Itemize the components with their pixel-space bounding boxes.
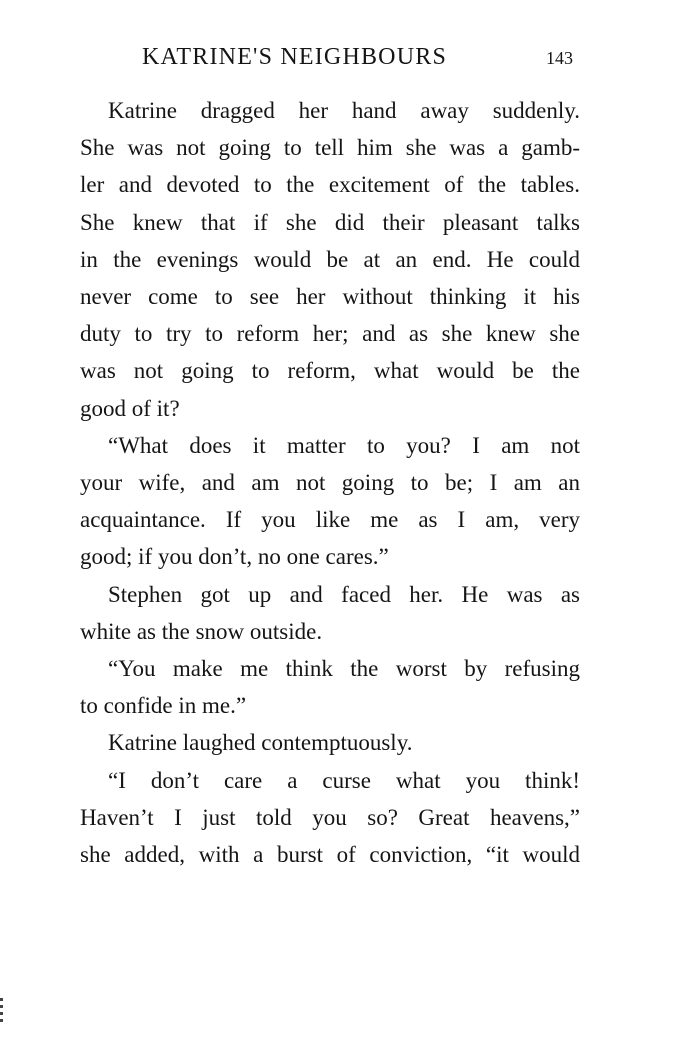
text-line: She knew that if she did their pleasant talks — [80, 209, 580, 235]
text-line: never come to see her without thinking it his — [80, 284, 580, 310]
text-line: Katrine dragged her hand away suddenly. — [108, 98, 580, 123]
scan-edge-mark — [0, 998, 3, 1024]
text-line: good; if you don’t, no one cares.” — [80, 544, 389, 570]
text-line: Haven’t I just told you so? Great heavens,” — [80, 804, 580, 830]
text-line: Katrine laughed contemptuously. — [108, 730, 413, 756]
text-line: ler and devoted to the excitement of the tables. — [80, 172, 580, 198]
text-line: she added, with a burst of conviction, “it would — [80, 842, 580, 868]
page-number: 143 — [546, 48, 573, 68]
paragraph — [80, 576, 580, 650]
text-line: was not going to reform, what would be the — [80, 358, 580, 384]
text-line: “You make me think the worst by refusing — [108, 656, 580, 682]
text-line: your wife, and am not going to be; I am an — [80, 470, 580, 496]
running-title: KATRINE'S NEIGHBOURS — [142, 44, 448, 70]
text-line: good of it? — [80, 395, 180, 421]
text-line: She was not going to tell him she was a gamb- — [80, 135, 580, 161]
text-line: in the evenings would be at an end. He could — [80, 246, 580, 272]
body-text — [80, 92, 580, 873]
text-line: “I don’t care a curse what you think! — [108, 767, 580, 793]
text-line: duty to try to reform her; and as she knew she — [80, 321, 580, 347]
paragraph — [80, 92, 580, 427]
paragraph — [80, 650, 580, 724]
paragraph — [80, 724, 580, 761]
paragraph — [80, 427, 580, 576]
running-head — [142, 44, 582, 74]
text-line: Stephen got up and faced her. He was as — [108, 581, 580, 607]
text-line: white as the snow outside. — [80, 618, 323, 644]
text-line: to confide in me.” — [80, 693, 247, 719]
paragraph — [80, 762, 580, 874]
text-line: acquaintance. If you like me as I am, very — [80, 507, 580, 533]
text-line: “What does it matter to you? I am not — [108, 432, 580, 458]
